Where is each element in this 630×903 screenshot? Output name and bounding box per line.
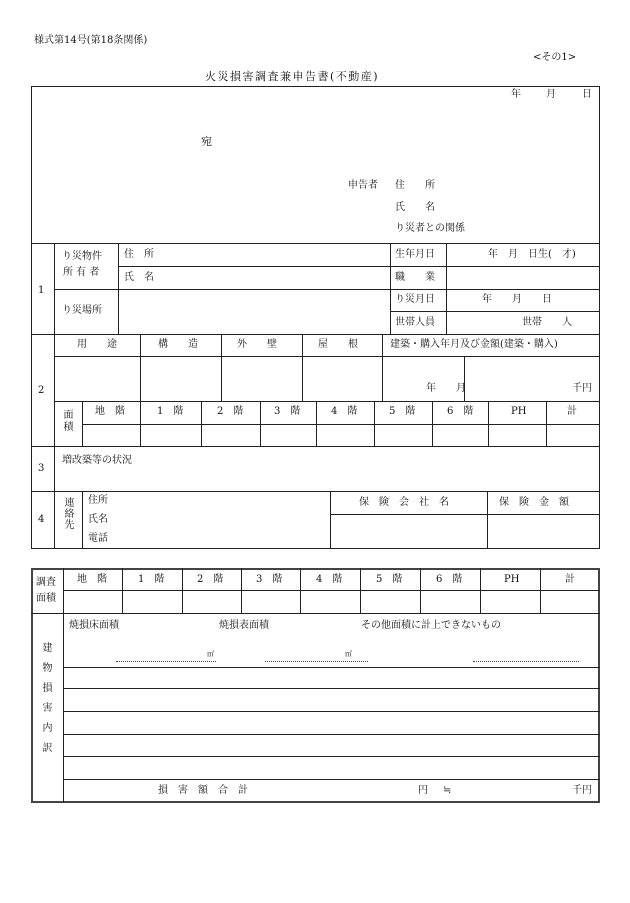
upper-form-frame [31, 86, 600, 549]
household-value: 世帯 人 [522, 317, 572, 328]
other-area-label: その他面積に計上できないもの [361, 620, 501, 631]
build-year-label: 年 [426, 383, 436, 394]
surface-area-unit: ㎡ [345, 650, 352, 658]
build-amount-unit: 千円 [572, 383, 592, 394]
survey-floor-6f: 6 階 [436, 574, 463, 585]
contact-label: 連絡先 [62, 497, 73, 530]
applicant-name-label: 氏 名 [395, 202, 435, 213]
date-day: 日 [582, 89, 592, 100]
survey-floor-ph: PH [504, 574, 520, 585]
build-purchase-header: 建築・購入年月及び金額(建築・購入) [390, 339, 558, 350]
roof-header: 屋 根 [318, 339, 358, 350]
floor-header-1f: 1 階 [157, 406, 184, 417]
insurer-header: 保 険 会 社 名 [359, 497, 449, 508]
form-number: 様式第14号(第18条関係) [34, 35, 148, 46]
contact-name-label: 氏名 [88, 514, 108, 525]
damage-total-thousand-yen: 千円 [572, 785, 592, 796]
section2-number: 2 [38, 385, 45, 396]
burned-floor-area-label: 焼損床面積 [69, 620, 119, 631]
burned-surface-area-label: 焼損表面積 [219, 620, 269, 631]
renovation-label: 増改築等の状況 [62, 455, 132, 466]
disaster-date-label: り災月日 [395, 294, 435, 305]
owner-label-line2: 所 有 者 [63, 267, 100, 278]
contact-phone-label: 電話 [88, 533, 108, 544]
disaster-date-value: 年 月 日 [482, 294, 552, 305]
section4-number: 4 [38, 514, 45, 525]
survey-floor-1f: 1 階 [138, 574, 165, 585]
applicant-label: 申告者 [348, 180, 378, 191]
owner-name-label: 氏 名 [124, 272, 154, 283]
survey-floor-total: 計 [565, 574, 575, 585]
building-damage-label: 建物損害内訳 [40, 642, 51, 762]
applicant-relation-label: り災者との関係 [395, 223, 465, 234]
addressee: 宛 [201, 135, 212, 148]
damage-total-yen: 円 [418, 785, 428, 796]
section3-number: 3 [38, 463, 45, 474]
survey-area-label-line1: 調査 [36, 577, 56, 588]
form-title: 火災損害調査兼申告書(不動産) [205, 70, 380, 83]
applicant-address-label: 住 所 [395, 180, 435, 191]
birthdate-label: 生年月日 [395, 249, 435, 260]
date-month: 月 [546, 89, 556, 100]
floor-area-unit: ㎡ [207, 650, 214, 658]
structure-header: 構 造 [158, 339, 198, 350]
floor-header-2f: 2 階 [217, 406, 244, 417]
floor-header-6f: 6 階 [447, 406, 474, 417]
floor-header-4f: 4 階 [331, 406, 358, 417]
owner-address-label: 住 所 [124, 249, 154, 260]
disaster-site-label: り災場所 [62, 305, 102, 316]
household-label: 世帯人員 [395, 317, 435, 328]
contact-address-label: 住所 [88, 495, 108, 506]
floor-header-ph: PH [511, 406, 527, 417]
section1-number: 1 [38, 285, 45, 296]
survey-floor-2f: 2 階 [197, 574, 224, 585]
floor-header-basement: 地 階 [95, 406, 125, 417]
survey-area-label-line2: 面積 [36, 593, 56, 604]
survey-floor-4f: 4 階 [316, 574, 343, 585]
floor-header-total: 計 [567, 406, 577, 417]
survey-floor-3f: 3 階 [256, 574, 283, 585]
survey-frame [31, 568, 600, 803]
approx-symbol: ≒ [443, 785, 452, 796]
area-label: 面積 [61, 409, 72, 433]
damage-total-label: 損 害 額 合 計 [158, 785, 248, 796]
build-month-label: 月 [456, 383, 466, 394]
page-marker: <その1> [533, 52, 577, 63]
occupation-label: 職 業 [395, 272, 435, 283]
survey-floor-5f: 5 階 [376, 574, 403, 585]
survey-floor-basement: 地 階 [77, 574, 107, 585]
outer-wall-header: 外 壁 [237, 339, 277, 350]
date-year: 年 [511, 89, 521, 100]
insured-amount-header: 保 険 金 額 [499, 497, 569, 508]
owner-label-line1: り災物件 [62, 251, 102, 262]
floor-header-3f: 3 階 [274, 406, 301, 417]
birthdate-value: 年 月 日生( 才) [488, 249, 576, 260]
floor-header-5f: 5 階 [389, 406, 416, 417]
use-header: 用 途 [77, 339, 117, 350]
